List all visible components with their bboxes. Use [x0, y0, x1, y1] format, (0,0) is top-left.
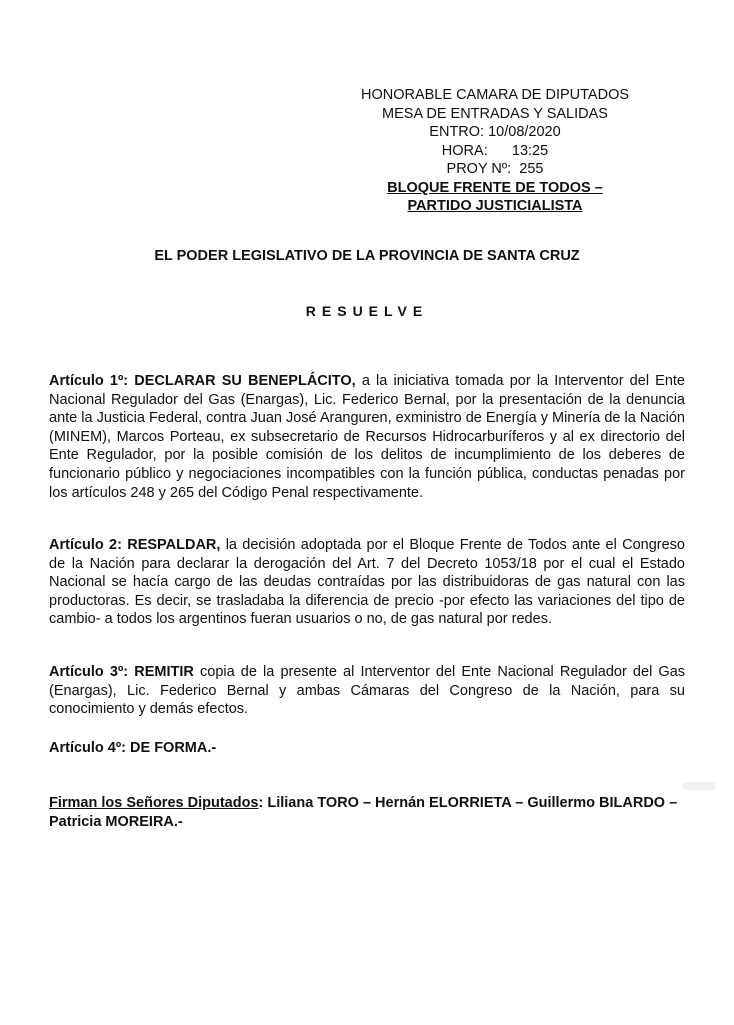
stamp-project-value: 255	[519, 161, 544, 177]
stamp-bloc-line2: PARTIDO JUSTICIALISTA	[407, 198, 583, 214]
stamp-desk: MESA DE ENTRADAS Y SALIDAS	[382, 105, 608, 122]
stamp-time	[330, 142, 660, 161]
stamp-entry-value: 10/08/2020	[488, 124, 561, 140]
article-2-text: la decisión adoptada por el Bloque Frente de Todos ante el Congreso de la Nación para declarar la derogación del Art. 7 del Decreto 1053/18 por el cual el Estado Nacional se hacía cargo de las deudas contraídas por las distribuidoras de gas natural con las productoras. Es decir, se trasladaba la diferencia de precio -por efecto las variaciones del tipo de cambio- a todos los argentinos fueran usuarios o no, de gas natural por redes.	[49, 537, 685, 628]
signatures-names: : Liliana TORO – Hernán ELORRIETA – Guillermo BILARDO – Patricia MOREIRA.-	[49, 795, 678, 830]
article-4-verb: DE FORMA.-	[130, 740, 217, 756]
stamp-project-number	[330, 160, 660, 179]
scan-smudge	[682, 782, 716, 790]
document-title: EL PODER LEGISLATIVO DE LA PROVINCIA DE SANTA CRUZ	[154, 248, 580, 264]
signatures	[49, 794, 689, 832]
article-2-verb: RESPALDAR,	[127, 537, 221, 553]
article-4-label: Artículo 4º:	[49, 740, 126, 756]
article-3	[49, 663, 685, 719]
stamp-time-value: 13:25	[511, 142, 549, 159]
signatures-lead: Firman los Señores Diputados	[49, 795, 259, 811]
stamp-entry-date	[330, 123, 660, 142]
article-1-verb: DECLARAR SU BENEPLÁCITO,	[134, 373, 356, 389]
article-1-label: Artículo 1º:	[49, 373, 129, 389]
stamp-project-label: PROY Nº:	[446, 161, 512, 177]
article-2-label: Artículo 2:	[49, 537, 122, 553]
article-3-verb: REMITIR	[134, 664, 194, 680]
stamp-entry-label: ENTRO:	[429, 124, 485, 140]
stamp-time-label: HORA:	[441, 142, 488, 159]
article-4	[49, 739, 685, 758]
article-2	[49, 536, 685, 629]
resolves-heading: RESUELVE	[305, 303, 429, 319]
stamp-bloc-line1: BLOQUE FRENTE DE TODOS –	[387, 179, 603, 196]
article-1-text: a la iniciativa tomada por la Interventor del Ente Nacional Regulador del Gas (Enargas), Lic. Federico Bernal, por la presentación de la denuncia ante la Justicia Federal, contra Juan José Aranguren, exministro de Energía y Minería de la Nación (MINEM), Marcos Porteau, ex subsecretario de Recursos Hidrocarburíferos y al ex directorio del Ente Regulador, por la posible comisión de los delitos de incumplimiento de los deberes de funcionario público y negociaciones incompatibles con la función pública, conductas penadas por los artículos 248 y 265 del Código Penal respectivamente.	[49, 373, 685, 501]
article-3-text: copia de la presente al Interventor del Ente Nacional Regulador del Gas (Enargas), Lic. Federico Bernal y ambas Cámaras del Congreso de la Nación, para su conocimiento y demás efectos.	[49, 664, 686, 718]
article-1	[49, 372, 685, 502]
entry-stamp	[330, 86, 660, 216]
article-3-label: Artículo 3º:	[49, 664, 129, 680]
stamp-chamber: HONORABLE CAMARA DE DIPUTADOS	[360, 87, 630, 103]
